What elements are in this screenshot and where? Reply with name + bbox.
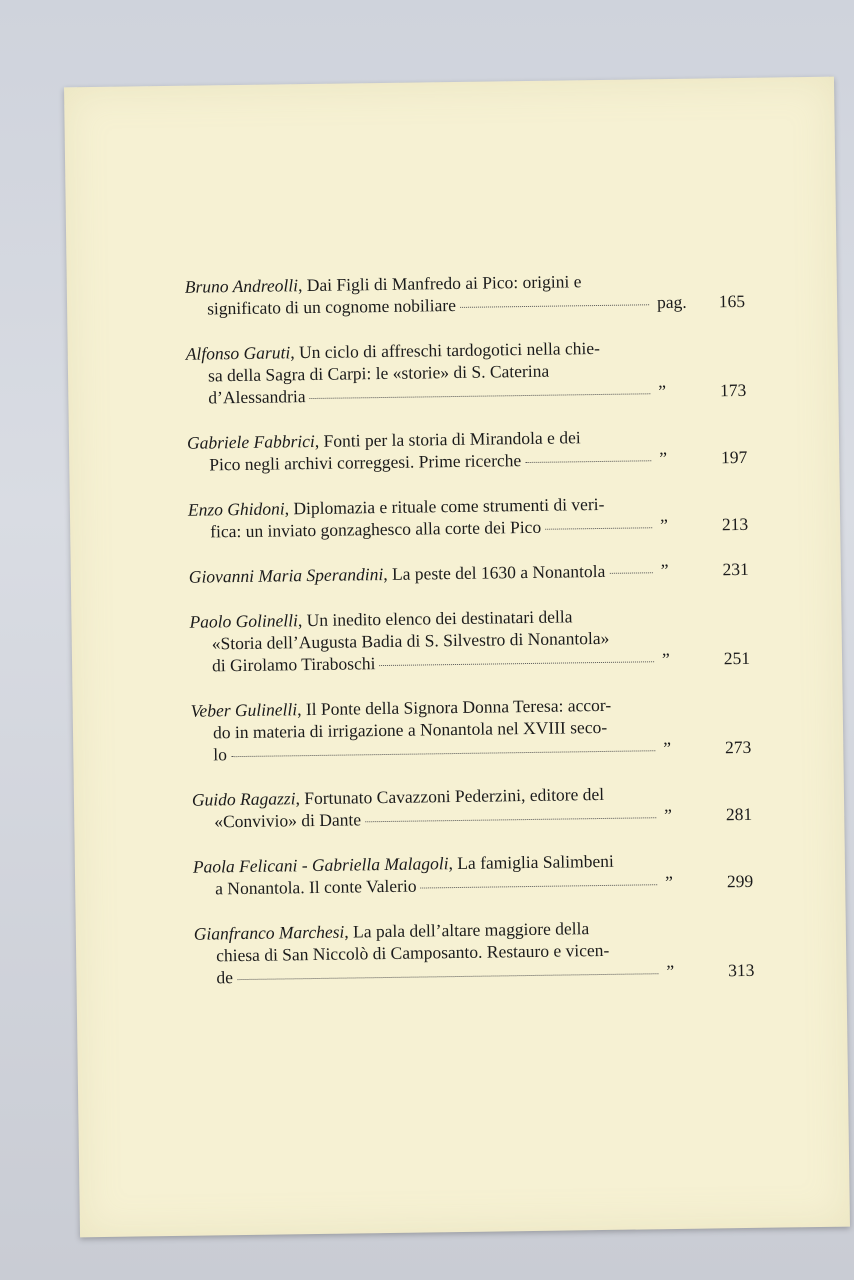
toc-entry [188,491,749,543]
toc-title-text: La pala dell’altare maggiore della [352,918,590,942]
toc-author: Giovanni Maria Sperandini [188,564,384,587]
page-prefix: ” [660,515,669,536]
page-prefix: ” [666,960,675,982]
toc-entry-line: Veber Gulinelli, Il Ponte della Signora Donna Teresa: accor- [190,694,612,721]
toc-author: Gianfranco Marchesi [193,921,345,944]
toc-entry [191,692,752,766]
page-prefix: ” [663,738,672,759]
toc-title-text: Dai Figli di Manfredo ai Pico: origini e [306,271,582,296]
page-number: 273 [724,736,752,758]
toc-entry-line: Gabriele Fabbrici, Fonti per la storia di Mirandola e dei [186,427,581,453]
toc-title-text: di Girolamo Tiraboschi [211,653,376,676]
leader-dots [379,661,654,666]
leader-dots [460,304,649,308]
page-prefix: ” [658,381,667,402]
toc-entry [189,558,749,588]
page-number: 231 [722,558,749,580]
leader-dots [365,817,656,822]
toc-title-text: fica: un inviato gonzaghesco alla corte dei Pico [210,516,542,542]
toc-title-text: «Convivio» di Dante [214,809,362,832]
leader-dots [545,527,652,529]
toc-author: Paola Felicani - Gabriella Malagoli [192,853,449,877]
page-prefix: ” [660,560,669,581]
toc-entry [194,915,755,989]
toc-author: Gabriele Fabbrici [186,430,315,453]
toc-title-text: La famiglia Salimbeni [457,850,614,874]
leader-dots [609,572,652,574]
toc-title-text: sa della Sagra di Carpi: le «storie» di S. Caterina [207,360,550,386]
toc-title-text: d’Alessandria [208,386,306,408]
toc-entry-line: Bruno Andreolli, Dai Figli di Manfredo ai Pico: origini e [184,271,582,297]
toc-author: Alfonso Garuti [185,342,291,364]
leader-dots [525,460,651,463]
toc-entry-line: Gianfranco Marchesi, La pala dell’altare maggiore della [193,918,590,944]
toc-entry-line: Alfonso Garuti, Un ciclo di affreschi tardogotici nella chie- [185,337,601,364]
toc-title-text: de [216,967,234,988]
page-number: 213 [721,513,749,535]
toc-title-text: chiesa di San Niccolò di Camposanto. Restauro e vicen- [216,939,610,966]
toc-entry-line: Guido Ragazzi, Fortunato Cavazzoni Pederzini, editore del [191,783,605,810]
page-number: 281 [725,803,753,825]
toc-entry [189,603,750,677]
toc-title-text: Diplomazia e rituale come strumenti di veri- [293,493,605,519]
toc-author: Enzo Ghidoni [187,498,285,520]
toc-author: Bruno Andreolli [184,275,299,297]
page-number: 313 [728,959,755,981]
toc-title-text: Un ciclo di affreschi tardogotici nella chie- [298,337,601,363]
toc-entry-line: Paolo Golinelli, Un inedito elenco dei destinatari della [189,606,573,632]
toc-title-text: significato di un cognome nobiliare [206,294,457,319]
toc-title-text: Pico negli archivi correggesi. Prime ricerche [209,450,522,475]
toc-entry [187,424,748,476]
book-page [64,77,850,1238]
leader-dots [310,393,651,399]
leader-dots [421,884,658,888]
toc-entry [193,848,754,900]
page-prefix: pag. [656,291,687,313]
toc-author: Guido Ragazzi [191,788,296,810]
toc-title-text: Un inedito elenco dei destinatari della [306,606,573,631]
leader-dots [237,973,658,980]
page-number: 173 [719,379,747,401]
toc-entry-line: Paola Felicani - Gabriella Malagoli, La famiglia Salimbeni [192,850,614,877]
toc-title-text: do in materia di irrigazione a Nonantola nel XVIII seco- [212,716,608,743]
page-number: 165 [718,290,746,312]
page-prefix: ” [659,448,668,469]
toc-entry-line: Enzo Ghidoni, Diplomazia e rituale come strumenti di veri- [187,493,605,520]
page-number: 197 [720,446,748,468]
page-number: 299 [726,870,754,892]
page-prefix: ” [664,805,673,826]
toc-entry [192,781,753,833]
page-number: 251 [723,647,751,669]
page-prefix: ” [661,649,670,670]
leader-dots [231,750,655,757]
toc-title-text: a Nonantola. Il conte Valerio [215,875,417,899]
table-of-contents [185,268,755,1012]
toc-entry-line: Giovanni Maria Sperandini, La peste del 1630 a Nonantola ” 231 [188,558,749,587]
page-prefix: ” [665,872,674,893]
toc-title-text: Il Ponte della Signora Donna Teresa: accor- [305,694,612,720]
toc-title-text: «Storia dell’Augusta Badia di S. Silvestro di Nonantola» [211,627,610,654]
toc-title-text: La peste del 1630 a Nonantola [391,560,606,584]
toc-title-text: Fortunato Cavazzoni Pederzini, editore del [304,783,605,809]
toc-title-text: Fonti per la storia di Mirandola e dei [323,427,581,451]
toc-title-text: lo [213,744,228,765]
toc-author: Veber Gulinelli [190,699,298,721]
toc-entry [185,268,746,320]
toc-author: Paolo Golinelli [189,610,299,632]
toc-entry [186,335,747,409]
